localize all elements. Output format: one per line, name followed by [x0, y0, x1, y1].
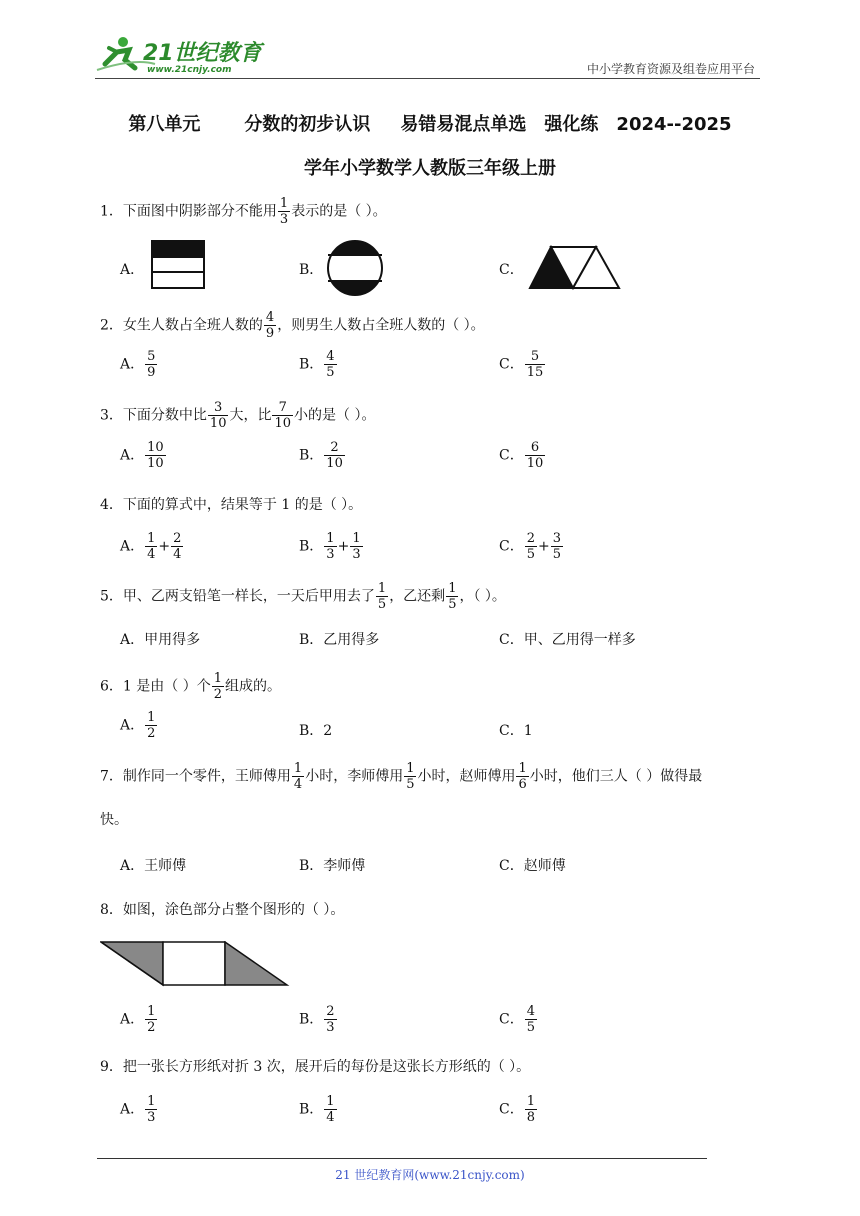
q8-option-c[interactable]: C． $\frac{4}{5}$	[499, 1004, 535, 1035]
q4-option-a[interactable]: A． $\frac{1}{4}$ + $\frac{2}{4}$	[120, 531, 182, 562]
q8-option-a[interactable]: A． $\frac{1}{2}$	[120, 1004, 156, 1035]
question-3: 3．下面分数中比 $\frac{3}{10}$ 大，比 $\frac{7}{10}$ 小的是（ ）。	[100, 400, 376, 431]
q2-option-c[interactable]: C． $\frac{5}{15}$	[499, 349, 544, 380]
fraction: $\frac{1}{3}$	[279, 196, 289, 227]
q6-option-c[interactable]: C．1	[499, 723, 533, 739]
title-part: 第八单元	[128, 114, 201, 135]
title-part: 分数的初步认识	[244, 114, 371, 135]
header-platform-text: 中小学教育资源及组卷应用平台	[586, 62, 755, 76]
title-part: 易错易混点单选	[400, 114, 527, 135]
site-logo	[95, 34, 265, 78]
q8-option-b[interactable]: B． $\frac{2}{3}$	[299, 1004, 335, 1035]
q5-option-b[interactable]: B．乙用得多	[299, 632, 380, 648]
q8-parallelogram-figure	[100, 941, 290, 987]
fraction: $\frac{1}{2}$	[213, 671, 222, 702]
q5-option-c[interactable]: C．甲、乙用得一样多	[499, 632, 636, 648]
question-1: 1．下面图中阴影部分不能用 $\frac{1}{3}$ 表示的是（ ）。	[100, 196, 387, 227]
logo-text: 21世纪教育	[143, 41, 262, 66]
footer-link[interactable]: 21 世纪教育网(www.21cnjy.com)	[335, 1168, 525, 1182]
q7-option-a[interactable]: A．王师傅	[120, 858, 187, 874]
fraction: $\frac{3}{10}$	[209, 400, 227, 431]
q2-option-b[interactable]: B． $\frac{4}{5}$	[299, 349, 335, 380]
page-title-line2: 学年小学数学人教版三年级上册	[304, 158, 556, 179]
q1-circle-figure	[325, 239, 385, 297]
q5-option-a[interactable]: A．甲用得多	[120, 632, 201, 648]
q2-option-a[interactable]: A． $\frac{5}{9}$	[120, 349, 156, 380]
q1-option-a[interactable]: A．	[120, 262, 145, 278]
q9-option-b[interactable]: B． $\frac{1}{4}$	[299, 1094, 335, 1125]
q6-option-a[interactable]: A． $\frac{1}{2}$	[120, 710, 156, 741]
q9-option-c[interactable]: C． $\frac{1}{8}$	[499, 1094, 535, 1125]
page-title-line1	[0, 110, 860, 136]
logo-runner-icon	[95, 34, 265, 78]
q4-option-c[interactable]: C． $\frac{2}{5}$ + $\frac{3}{5}$	[499, 531, 562, 562]
footer-divider	[97, 1158, 707, 1159]
fraction: $\frac{1}{5}$	[377, 581, 387, 612]
question-5: 5．甲、乙两支铅笔一样长，一天后甲用去了 $\frac{1}{5}$ ，乙还剩 $\frac{1}{5}$ ，（ ）。	[100, 581, 506, 612]
q7-option-c[interactable]: C．赵师傅	[499, 858, 566, 874]
question-7: 7．制作同一个零件，王师傅用 $\frac{1}{4}$ 小时，李师傅用 $\frac{1}{5}$ 小时，赵师傅用 $\frac{1}{6}$ 小时，他们三人（ ）做得最	[100, 761, 703, 792]
q3-option-c[interactable]: C． $\frac{6}{10}$	[499, 440, 544, 471]
q1-option-c[interactable]: C．	[499, 262, 524, 278]
title-part: 强化练	[544, 114, 599, 135]
fraction: $\frac{1}{4}$	[293, 761, 303, 792]
logo-url: www.21cnjy.com	[147, 65, 232, 75]
question-6: 6．1 是由（ ）个 $\frac{1}{2}$ 组成的。	[100, 671, 281, 702]
question-4: 4．下面的算式中，结果等于 1 的是（ ）。	[100, 497, 363, 513]
fraction: $\frac{1}{5}$	[406, 761, 415, 792]
title-part: 2024--2025	[616, 114, 732, 135]
q1-rect-figure	[151, 240, 205, 290]
q1-triangle-figure	[528, 245, 622, 291]
q4-option-b[interactable]: B． $\frac{1}{3}$ + $\frac{1}{3}$	[299, 531, 361, 562]
question-2: 2．女生人数占全班人数的 $\frac{4}{9}$ ，则男生人数占全班人数的（ ）。	[100, 310, 485, 341]
fraction: $\frac{1}{5}$	[448, 581, 457, 612]
q7-option-b[interactable]: B．李师傅	[299, 858, 366, 874]
q6-option-b[interactable]: B．2	[299, 723, 333, 739]
q3-option-b[interactable]: B． $\frac{2}{10}$	[299, 440, 343, 471]
question-7-continued: 快。	[100, 812, 128, 828]
fraction: $\frac{4}{9}$	[265, 310, 275, 341]
q3-option-a[interactable]: A． $\frac{10}{10}$	[120, 440, 164, 471]
q9-option-a[interactable]: A． $\frac{1}{3}$	[120, 1094, 156, 1125]
question-8: 8．如图，涂色部分占整个图形的（ ）。	[100, 902, 345, 918]
fraction: $\frac{1}{6}$	[518, 761, 527, 792]
fraction: $\frac{7}{10}$	[274, 400, 292, 431]
q1-option-b[interactable]: B．	[299, 262, 324, 278]
question-9: 9．把一张长方形纸对折 3 次，展开后的每份是这张长方形纸的（ ）。	[100, 1059, 531, 1075]
header-divider	[95, 78, 760, 79]
